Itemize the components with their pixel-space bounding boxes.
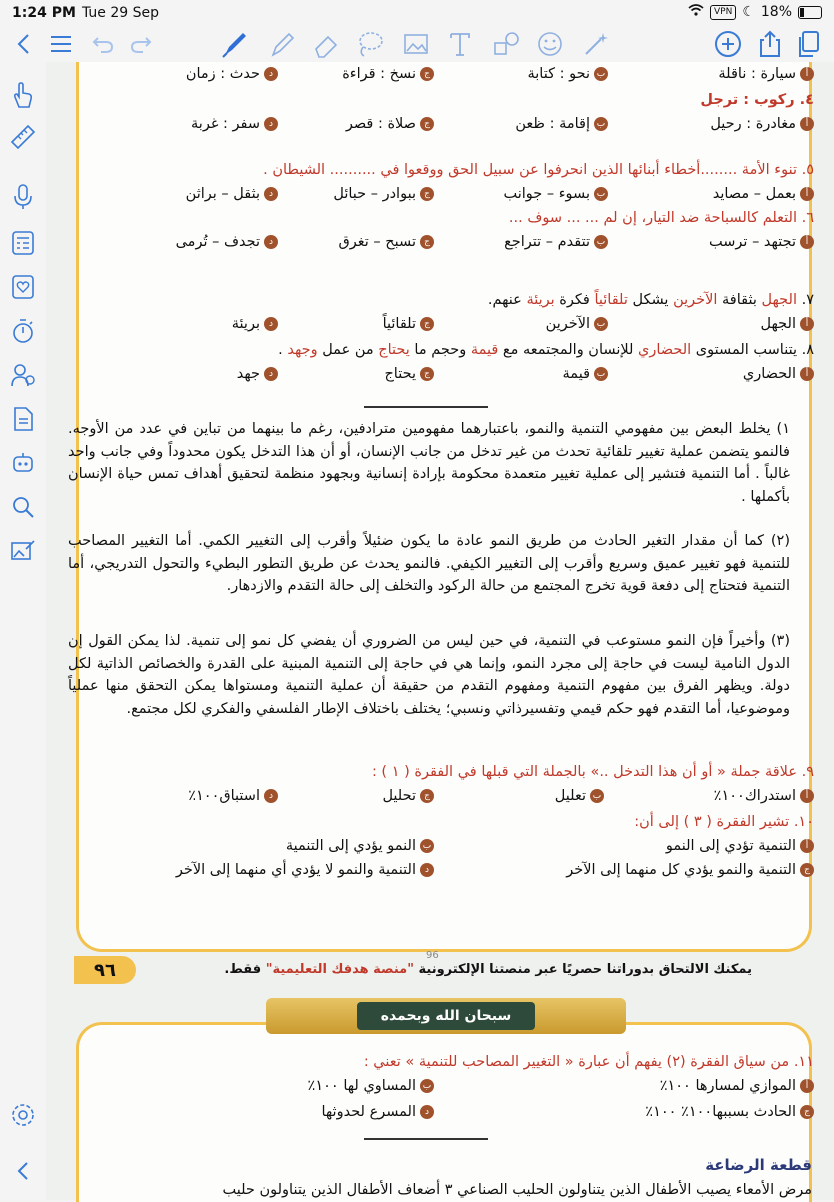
shapes-icon[interactable] [486,26,526,62]
q3-option-a: أ سيارة : ناقلة [718,66,814,82]
battery-percent: 18% [760,4,792,20]
file-icon[interactable] [8,404,38,434]
collapse-icon[interactable] [8,1156,38,1186]
status-time: 1:24 PM [12,5,76,21]
q4-option-c: ج صلاة : قصر [346,116,434,132]
page-number-small: 96 [426,950,439,961]
q10-option-a: أ التنمية تؤدي إلى النمو [666,838,814,854]
q6-option-d: د تجدف – تُرمى [176,234,278,250]
paragraph-2: (٢) كما أن مقدار التغير الحادث من طريق النمو عادة ما يكون ضئيلاً وأقرب إلى التغيير الكمي. أما التغيير المصاحب للتنمية فهو تغيير عميق وسريع وأقرب إلى التغيير الكيفي. فالنمو يحدث عن طريق التطور البطيء والتحول التدريجي، أما التنمية فتحتاج إلى دفعة قوية تخرج المجتمع من حالة الركود والتخلف إلى حالة التقدم والازدهار. [68,533,790,594]
q3-option-d: د حدث : زمان [186,66,278,82]
timer-icon[interactable] [8,316,38,346]
q7-stem: ٧. الجهل بثقافة الآخرين يشكل تلقائياً فكرة بريئة عنهم. [487,292,814,308]
image-edit-icon[interactable] [8,536,38,566]
share-icon[interactable] [752,26,788,62]
q6-option-b: ب تتقدم – تتراجع [504,234,608,250]
toolbar [0,26,834,62]
bot-icon[interactable] [8,448,38,478]
q6-option-a: أ تجتهد – ترسب [709,234,814,250]
pen-icon[interactable] [214,26,254,62]
hamburger-icon[interactable] [46,26,76,62]
q5-option-b: ب بسوء – جوانب [503,186,608,202]
status-bar [0,0,834,26]
search-icon[interactable] [8,492,38,522]
pencil-icon[interactable] [262,26,302,62]
q4-option-d: د سفر : غربة [191,116,278,132]
q5-option-a: أ بعمل – مصايد [713,186,814,202]
undo-icon[interactable] [88,26,118,62]
q9-option-b: ب تعليل [555,788,604,804]
q8-stem: ٨. يتناسب المستوى الحضاري للإنسان والمجتمعه مع قيمة وحجم ما يحتاج من عمل وجهد . [278,342,814,358]
status-date: Tue 29 Sep [82,5,160,21]
image-icon[interactable] [396,26,436,62]
q8-option-d: د جهد [237,366,278,382]
mic-icon[interactable] [8,182,38,212]
sticker-icon[interactable] [530,26,570,62]
chevron-left-icon[interactable] [10,26,36,62]
document-page [46,62,834,1200]
q8-option-a: أ الحضاري [743,366,814,382]
ruler-icon[interactable] [8,122,38,152]
q4-stem: ٤. ركوب : ترجل [700,92,814,108]
q5-option-c: ج ببوادر – حبائل [333,186,434,202]
page-footer [76,958,812,984]
q11-stem: ١١. من سياق الفقرة (٢) يفهم أن عبارة « التغيير المصاحب للتنمية » تعني : [363,1054,814,1070]
q3-option-c: ج نسخ : قراءة [342,66,434,82]
add-icon[interactable] [710,26,746,62]
lasso-icon[interactable] [350,26,390,62]
wifi-icon [688,4,704,20]
q10-option-c: ج التنمية والنمو يؤدي كل منهما إلى الآخر [566,862,814,878]
q7-option-c: ج تلقائياً [383,316,434,332]
battery-icon [798,6,822,19]
q10-option-d: د التنمية والنمو لا يؤدي أي منهما إلى الآخر [176,862,434,878]
people-icon[interactable] [8,360,38,390]
q11-option-b: ب المساوي لها ١٠٠٪ [308,1078,434,1094]
q8-option-c: ج يحتاج [384,366,434,382]
q6-option-c: ج تسبح – تغرق [339,234,434,250]
paragraph-3: (٣) وأخيراً فإن النمو مستوعب في التنمية، في حين ليس من الضروري أن يفضي كل نمو إلى تنمية. لذا يمكن القول إن الدول النامية ليست في حاجة إلى مجرد النمو، وإنما هي في حاجة إلى التنمية المبنية على القدرة والخصائص الذاتية لكل دولة. ويظهر الفرق بين مفهوم التنمية ومفهوم التقدم من حقيقة أن عملية التنمية ومستواها يمكن التحقق منها عملياً وموضوعيا، أما التقدم فهو حكم قيمي وتفسيرذاتي ونسبي؛ يختلف باختلاف الإطار الفلسفي والفكري لكل مجتمع. [68,633,790,717]
redo-icon[interactable] [126,26,156,62]
status-right [688,4,822,20]
hand-icon[interactable] [8,80,38,110]
page-number: ٩٦ [74,956,136,984]
q11-option-a: أ الموازي لمسارها ١٠٠٪ [660,1078,814,1094]
paragraph-1: ١) يخلط البعض بين مفهومي التنمية والنمو، باعتبارهما مفهومين مترادفين، رغم ما بينهما من تباين في عدد من الأوجه. فالنمو يتضمن عملية تغيير تلقائية تحدث من غير تدخل من جانب الإنسان، أو أن هذا التدخل يكون محدوداً وفي جانب واحد غالباً . أما التنمية فتشير إلى عملية تغيير متعمدة محكومة بإرادة إنسانية وبجهود منظمة لتحقيق أهداف تمس حياة الإنسان بأكملها . [68,421,790,505]
vpn-badge: VPN [710,5,736,20]
q10-stem: ١٠. تشير الفقرة ( ٣ ) إلى أن: [634,814,814,830]
q10-option-b: ب النمو يؤدي إلى التنمية [286,838,434,854]
copy-icon[interactable] [790,26,826,62]
calculator-icon[interactable] [8,228,38,258]
footer-text: يمكنك الالتحاق بدوراتنا حصريًا عبر منصتنا الإلكترونية "منصة هدفك التعليمية" فقط. [224,962,752,977]
divider [364,1138,488,1140]
q7-option-a: أ الجهل [761,316,814,332]
section-title: قطعة الرضاعة [705,1156,812,1174]
q4-option-b: ب إقامة : ظعن [515,116,608,132]
q7-option-b: ب الآخرين [546,316,608,332]
moon-icon: ☾ [742,4,755,20]
q8-option-b: ب قيمة [563,366,608,382]
q11-option-c: ج الحادث بسببها١٠٠٪ ١٠٠٪ [645,1104,814,1120]
q5-stem: ٥. تنوء الأمة ........أخطاء أبنائها الذين انحرفوا عن سبيل الحق ووقعوا في .......... الشيطان . [263,162,814,178]
q11-option-d: د المسرع لحدوثها [321,1104,434,1120]
section-first-line: مرض الأمعاء يصيب الأطفال الذين يتناولون الحليب الصناعي ٣ أضعاف الأطفال الذين يتناولون حليب [222,1182,812,1198]
q9-stem: ٩. علاقة جملة « أو أن هذا التدخل ..» بالجملة التي قبلها في الفقرة ( ١ ) : [371,764,814,780]
q4-option-a: أ مغادرة : رحيل [710,116,814,132]
magic-icon[interactable] [576,26,616,62]
q5-option-d: د بثقل – براثن [186,186,278,202]
banner [266,998,626,1034]
left-sidebar [0,62,46,1200]
bookmark-icon[interactable] [8,272,38,302]
divider [364,406,488,408]
text-icon[interactable] [440,26,480,62]
q7-option-d: د بريئة [232,316,278,332]
q6-stem: ٦. التعلم كالسباحة ضد التيار، إن لم ... ... سوف ... [508,210,814,226]
q9-option-a: أ استدراك١٠٠٪ [714,788,814,804]
settings-icon[interactable] [8,1100,38,1130]
q9-option-d: د استباق١٠٠٪ [188,788,278,804]
q3-option-b: ب نحو : كتابة [528,66,609,82]
eraser-icon[interactable] [306,26,346,62]
q9-option-c: ج تحليل [382,788,434,804]
banner-text: سبحان الله وبحمده [357,1002,536,1030]
